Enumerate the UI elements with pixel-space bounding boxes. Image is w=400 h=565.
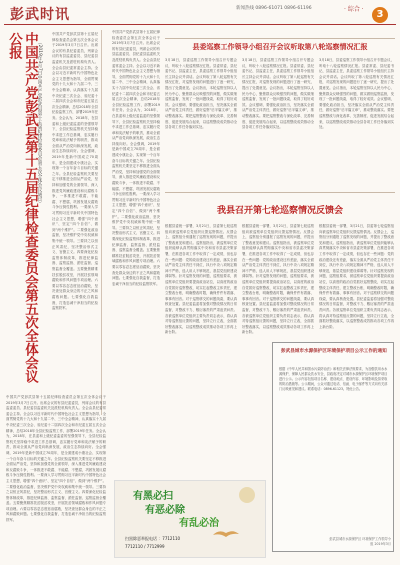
banner-hotline: 扫黑除恶举报电话 ：7712110: [125, 536, 181, 541]
article-two-body-col-2: 3月18日，县委巡察工作领导小组召开专题会议，听取十八轮巡察情况汇报。县委常委、县纪委书记、县监委主任，县委巡察工作领导小组组长主持会议并讲话。会议听取了第八轮巡察有关情况汇报，对巡察发现的问题进行了逐一研究，提出了处置意见。会议指出，本轮巡察坚持以人民为中心，聚焦群众反映强烈的问题，做实做细巡察监督，发现了一批问题线索，取得了较好成效。会议强调，要强化政治担当，坚决落实全面从严治党主体责任，做好巡察“后半篇文章”，推动整改落实。要把巡察整改与深化改革、完善制度、促进发展结合起来，以巡察整改成效推动全县各项工作任务落到实处。: [242, 58, 314, 130]
public-notice-title: 彭武县城市水源保护区环境保护项目公示工作的通知: [281, 349, 387, 354]
masthead-meta: 新闻热线 0896-61071 0896-61196: [236, 6, 312, 11]
bird-icon: [211, 527, 241, 539]
article-three-body-col-2: 根据县委统一部署，3月21日，县委第七轮巡察组向被巡察单位党组织反馈巡察情况。反馈会上，巡察组分别通报了巡察发现的问题，并提出了整改意见和建议。巡察组指出，被巡察单位党组织能够认真贯彻落实中央和省市县委决策部署，在推进各项工作中取得了一定成绩，但也存在一些问题：党的政治建设还有差距，落实全面从严治党主体责任不到位，执行中央八项规定精神不严格，选人用人不够规范，基层党组织建设薄弱等。针对巡察发现的问题，巡察组要求，被巡察单位党组织要提高政治站位，以高度的政治自觉抓好巡察整改，切实扛起整改主体责任，建立整改台账，明确整改时限，确保件件有着落、事事有回音。对于巡察移交的问题线索，要认真核查处置。县纪委监委将加强对整改情况的日常监督，对整改不力、敷衍塞责的严肃追责问责。各被巡察单位党组织主要负责同志表示，将认真对待巡察组反馈的问题，坚持立行立改，全面抓好整改落实，以巡察整改成效推动各项工作再上新台阶。: [242, 224, 314, 335]
lead-body-col-3: 中国共产党彭武县第十五届纪律检查委员会第五次全体会议于2019年3月7日召开。出席会议的有县纪委委员，列席会议的有县监委委员、县纪委县监委机关及派驻机构负责人。全会由县纪委常委会主持。全会以习近平新时代中国特色社会主义思想为指导，全面贯彻党的十九大和十九届二中、三中全会精神，认真落实十九届中央纪委三次全会、省纪委十二届四次全会和市纪委五届五次全会精神，总结2018年全县纪检监察工作，部署2019年任务。全会认为，2018年，在县委和上级纪委监委的坚强领导下，全县纪检监察机关坚持稳中求进工作总基调，忠实履行党章和宪法赋予的职责，推动全面从严治党向纵深发展，政治生态持续向好。全会强调，2019年是新中国成立70周年，是全面建成小康社会、实现第一个百年奋斗目标的关键之年。全县纪检监察机关要坚定不移推进全面从严治党，坚持和加强党的全面领导，深入推进党风廉政建设和反腐败斗争，一体推进不敢腐、不能腐、不想腐，巩固发展反腐败斗争压倒性胜利。一要深入学习贯彻习近平新时代中国特色社会主义思想，增强“四个意识”、坚定“四个自信”、做到“两个维护”。二要强化政治监督，坚决维护党中央权威和集中统一领导。三要持之以恒正风肃纪，坚决整治形式主义、官僚主义。四要深化纪检监察体制改革，推进纪律监督、监察监督、派驻监督、巡察监督全覆盖。五要聚焦精准扶贫脱贫攻坚，开展扶贫领域腐败和作风问题专项治理。六要以零容忍态度惩治腐败，坚决查处群众身边的不正之风和腐败问题。七要强化自我监督，打造忠诚干净担当的纪检监察铁军。: [112, 30, 160, 286]
article-three-body-col-1: 根据县委统一部署，3月21日，县委第七轮巡察组向被巡察单位党组织反馈巡察情况。反馈会上，巡察组分别通报了巡察发现的问题，并提出了整改意见和建议。巡察组指出，被巡察单位党组织能够认真贯彻落实中央和省市县委决策部署，在推进各项工作中取得了一定成绩，但也存在一些问题：党的政治建设还有差距，落实全面从严治党主体责任不到位，执行中央八项规定精神不严格，选人用人不够规范，基层党组织建设薄弱等。针对巡察发现的问题，巡察组要求，被巡察单位党组织要提高政治站位，以高度的政治自觉抓好巡察整改，切实扛起整改主体责任，建立整改台账，明确整改时限，确保件件有着落、事事有回音。对于巡察移交的问题线索，要认真核查处置。县纪委监委将加强对整改情况的日常监督，对整改不力、敷衍塞责的严肃追责问责。各被巡察单位党组织主要负责同志表示，将认真对待巡察组反馈的问题，坚持立行立改，全面抓好整改落实，以巡察整改成效推动各项工作再上新台阶。: [165, 224, 237, 335]
lead-headline-text: 中国共产党彭武县第十五届纪律检查委员会第五次全体会议公报: [6, 32, 38, 383]
article-two-body-col-1: 3月18日，县委巡察工作领导小组召开专题会议，听取十八轮巡察情况汇报。县委常委、县纪委书记、县监委主任，县委巡察工作领导小组组长主持会议并讲话。会议听取了第八轮巡察有关情况汇报，对巡察发现的问题进行了逐一研究，提出了处置意见。会议指出，本轮巡察坚持以人民为中心，聚焦群众反映强烈的问题，做实做细巡察监督，发现了一批问题线索，取得了较好成效。会议强调，要强化政治担当，坚决落实全面从严治党主体责任，做好巡察“后半篇文章”，推动整改落实。要把巡察整改与深化改革、完善制度、促进发展结合起来，以巡察整改成效推动全县各项工作任务落到实处。: [165, 58, 237, 130]
banner-hotline-2: 7712110 / 7712999: [125, 544, 165, 549]
page-number-badge: 3: [372, 7, 388, 23]
lead-body-col-1: 中国共产党彭武县第十五届纪律检查委员会第五次全体会议于2019年3月7日召开。出席会议的有县纪委委员，列席会议的有县监委委员、县纪委县监委机关及派驻机构负责人。全会由县纪委常委会主持。全会以习近平新时代中国特色社会主义思想为指导，全面贯彻党的十九大和十九届二中、三中全会精神，认真落实十九届中央纪委三次全会、省纪委十二届四次全会和市纪委五届五次全会精神，总结2018年全县纪检监察工作，部署2019年任务。全会认为，2018年，在县委和上级纪委监委的坚强领导下，全县纪检监察机关坚持稳中求进工作总基调，忠实履行党章和宪法赋予的职责，推动全面从严治党向纵深发展，政治生态持续向好。全会强调，2019年是新中国成立70周年，是全面建成小康社会、实现第一个百年奋斗目标的关键之年。全县纪检监察机关要坚定不移推进全面从严治党，坚持和加强党的全面领导，深入推进党风廉政建设和反腐败斗争，一体推进不敢腐、不能腐、不想腐，巩固发展反腐败斗争压倒性胜利。一要深入学习贯彻习近平新时代中国特色社会主义思想，增强“四个意识”、坚定“四个自信”、做到“两个维护”。二要强化政治监督，坚决维护党中央权威和集中统一领导。三要持之以恒正风肃纪，坚决整治形式主义、官僚主义。四要深化纪检监察体制改革，推进纪律监督、监察监督、派驻监督、巡察监督全覆盖。五要聚焦精准扶贫脱贫攻坚，开展扶贫领域腐败和作风问题专项治理。六要以零容忍态度惩治腐败，坚决查处群众身边的不正之风和腐败问题。七要强化自我监督，打造忠诚干净担当的纪检监察铁军。: [52, 32, 98, 311]
section-label: · 综合 ·: [344, 6, 364, 13]
article-three-body-col-3: 根据县委统一部署，3月21日，县委第七轮巡察组向被巡察单位党组织反馈巡察情况。反馈会上，巡察组分别通报了巡察发现的问题，并提出了整改意见和建议。巡察组指出，被巡察单位党组织能够认真贯彻落实中央和省市县委决策部署，在推进各项工作中取得了一定成绩，但也存在一些问题：党的政治建设还有差距，落实全面从严治党主体责任不到位，执行中央八项规定精神不严格，选人用人不够规范，基层党组织建设薄弱等。针对巡察发现的问题，巡察组要求，被巡察单位党组织要提高政治站位，以高度的政治自觉抓好巡察整改，切实扛起整改主体责任，建立整改台账，明确整改时限，确保件件有着落、事事有回音。对于巡察移交的问题线索，要认真核查处置。县纪委监委将加强对整改情况的日常监督，对整改不力、敷衍塞责的严肃追责问责。各被巡察单位党组织主要负责同志表示，将认真对待巡察组反馈的问题，坚持立行立改，全面抓好整改落实，以巡察整改成效推动各项工作再上新台阶。: [319, 224, 394, 329]
lead-body-col-2: 中国共产党彭武县第十五届纪律检查委员会第五次全体会议于2019年3月7日召开。出席会议的有县纪委委员，列席会议的有县监委委员、县纪委县监委机关及派驻机构负责人。全会由县纪委常委会主持。全会以习近平新时代中国特色社会主义思想为指导，全面贯彻党的十九大和十九届二中、三中全会精神，认真落实十九届中央纪委三次全会、省纪委十二届四次全会和市纪委五届五次全会精神，总结2018年全县纪检监察工作，部署2019年任务。全会认为，2018年，在县委和上级纪委监委的坚强领导下，全县纪检监察机关坚持稳中求进工作总基调，忠实履行党章和宪法赋予的职责，推动全面从严治党向纵深发展，政治生态持续向好。全会强调，2019年是新中国成立70周年，是全面建成小康社会、实现第一个百年奋斗目标的关键之年。全县纪检监察机关要坚定不移推进全面从严治党，坚持和加强党的全面领导，深入推进党风廉政建设和反腐败斗争，一体推进不敢腐、不能腐、不想腐，巩固发展反腐败斗争压倒性胜利。一要深入学习贯彻习近平新时代中国特色社会主义思想，增强“四个意识”、坚定“四个自信”、做到“两个维护”。二要强化政治监督，坚决维护党中央权威和集中统一领导。三要持之以恒正风肃纪，坚决整治形式主义、官僚主义。四要深化纪检监察体制改革，推进纪律监督、监察监督、派驻监督、巡察监督全覆盖。五要聚焦精准扶贫脱贫攻坚，开展扶贫领域腐败和作风问题专项治理。六要以零容忍态度惩治腐败，坚决查处群众身边的不正之风和腐败问题。七要强化自我监督，打造忠诚干净担当的纪检监察铁军。: [6, 395, 106, 523]
banner-slogan-1: 有黑必扫: [133, 491, 173, 502]
masthead: [4, 2, 396, 24]
public-notice-box: [272, 342, 394, 552]
column-divider: [101, 30, 102, 415]
article-two-headline: 县委巡察工作领导小组召开会议听取第八轮巡察情况汇报: [192, 42, 368, 51]
anti-crime-banner: [114, 480, 266, 558]
banner-emblem-icon: [239, 487, 255, 503]
article-three-top-rule: [165, 192, 395, 193]
lead-headline: [6, 32, 38, 392]
banner-slogan-3: 有乱必治: [179, 518, 219, 529]
article-two-top-rule: [165, 38, 395, 39]
lead-subline-text: （2019年3月7日中国共产党彭武县第十五届纪律检查委员会第五次全体会议通过）: [37, 40, 42, 206]
article-two-body-col-3: 3月18日，县委巡察工作领导小组召开专题会议，听取十八轮巡察情况汇报。县委常委、县纪委书记、县监委主任，县委巡察工作领导小组组长主持会议并讲话。会议听取了第八轮巡察有关情况汇报，对巡察发现的问题进行了逐一研究，提出了处置意见。会议指出，本轮巡察坚持以人民为中心，聚焦群众反映强烈的问题，做实做细巡察监督，发现了一批问题线索，取得了较好成效。会议强调，要强化政治担当，坚决落实全面从严治党主体责任，做好巡察“后半篇文章”，推动整改落实。要把巡察整改与深化改革、完善制度、促进发展结合起来，以巡察整改成效推动全县各项工作任务落到实处。: [319, 58, 394, 130]
article-three-headline: 我县召开第七轮巡察情况反馈会: [216, 206, 343, 216]
public-notice-footer: 彭武县城市水源保护区 环境保护工作领导小组 2019年3月: [329, 537, 391, 546]
public-notice-body: 根据《中华人民共和国水污染防治法》和相关法律法规要求，为加强饮用水水源保护，保障人民群众饮水安全，县政府决定对城市水源保护区环境保护项目进行公示。公示内容包括项目名称、建设地点、建设内容、环境影响及拟采取的防治措施等。公示期间，公众可通过电话、信函、电子邮件等方式向有关部门反映意见和建议。联系电话：0896-61123。特此公告。: [279, 367, 388, 391]
banner-slogan-2: 有恶必除: [145, 505, 185, 516]
newspaper-logo: 彭武时讯: [10, 7, 70, 23]
masthead-rule: [4, 24, 396, 25]
lead-subline: [36, 40, 48, 290]
